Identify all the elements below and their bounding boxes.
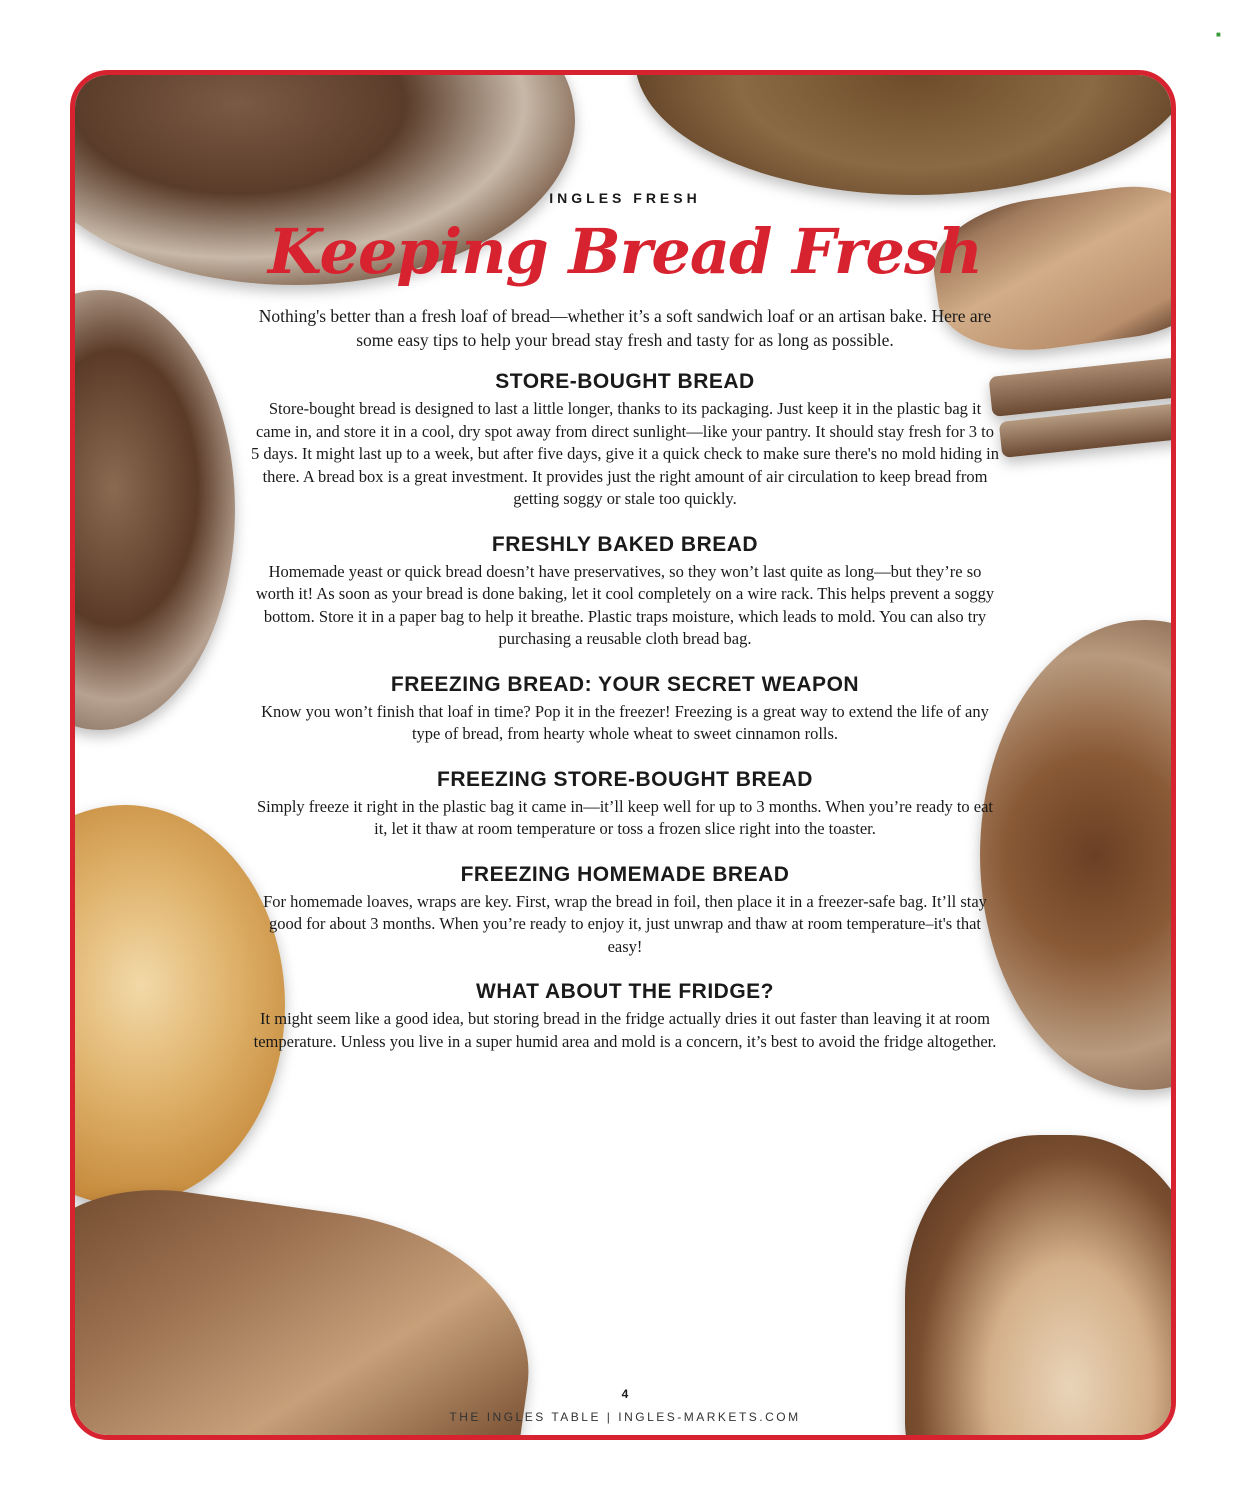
section-heading: STORE-BOUGHT BREAD — [495, 370, 755, 393]
rye-loaf-image — [70, 290, 235, 730]
section-heading: FREEZING HOMEMADE BREAD — [460, 862, 790, 886]
page-number: 4 — [621, 1387, 629, 1401]
section-heading: WHAT ABOUT THE FRIDGE? — [476, 980, 774, 1003]
section-heading: FRESHLY BAKED BREAD — [491, 532, 759, 556]
section-body: Simply freeze it right in the plastic bag it came in—it’ll keep well for up to 3 months. When you’re ready to eat it, let it thaw at room temperature or toss a frozen slice right into the toaster. — [256, 796, 994, 838]
section-heading: FREEZING STORE-BOUGHT BREAD — [437, 767, 813, 791]
intro-paragraph: Nothing's better than a fresh loaf of bread—whether it’s a soft sandwich loaf or an artisan bake. Here are some easy tips to help your bread stay fresh and tasty for as long as possible. — [258, 306, 992, 350]
article — [250, 190, 1000, 1073]
section-body: It might seem like a good idea, but storing bread in the fridge actually dries it out faster than leaving it at room temperature. Unless you live in a super humid area and mold is a concern, it’s best to avoid the fridge altogether. — [253, 1009, 997, 1051]
footer-text: THE INGLES TABLE | INGLES-MARKETS.COM — [449, 1410, 801, 1424]
page-title: Keeping Bread Fresh — [268, 215, 982, 288]
section-heading: FREEZING BREAD: YOUR SECRET WEAPON — [390, 672, 860, 696]
section-body: Homemade yeast or quick bread doesn’t have preservatives, so they won’t last quite as long—but they’re so worth it! As soon as your bread is done baking, let it cool completely on a wire rack. This helps prevent a soggy bottom. Store it in a paper bag to help it breathe. Plastic traps moisture, which leads to mold. You can also try purchasing a reusable cloth bread bag. — [255, 561, 995, 648]
section-body: Store-bought bread is designed to last a little longer, thanks to its packaging. Just keep it in the plastic bag it came in, and store it in a cool, dry spot away from direct sunlight—like your pantry. It should stay fresh for 3 to 5 days. It might last up to a week, but after five days, give it a quick check to make sure there's no mold hiding in there. A bread box is a great investment. It provides just the right amount of air circulation to keep bread from getting soggy or stale too quickly. — [250, 399, 1000, 508]
seeded-loaf-image — [635, 70, 1176, 195]
section-kicker: INGLES FRESH — [549, 190, 701, 206]
section-body: For homemade loaves, wraps are key. First, wrap the bread in foil, then place it in a freezer-safe bag. It’ll stay good for about 3 months. When you’re ready to enjoy it, just unwrap and thaw at room temperature–it's that easy! — [263, 891, 987, 956]
registration-mark: ■ — [1216, 30, 1221, 39]
section-body: Know you won’t finish that loaf in time? Pop it in the freezer! Freezing is a great way to extend the life of any type of bread, from hearty whole wheat to sweet cinnamon rolls. — [261, 701, 989, 743]
dark-loaf-image — [980, 620, 1176, 1090]
